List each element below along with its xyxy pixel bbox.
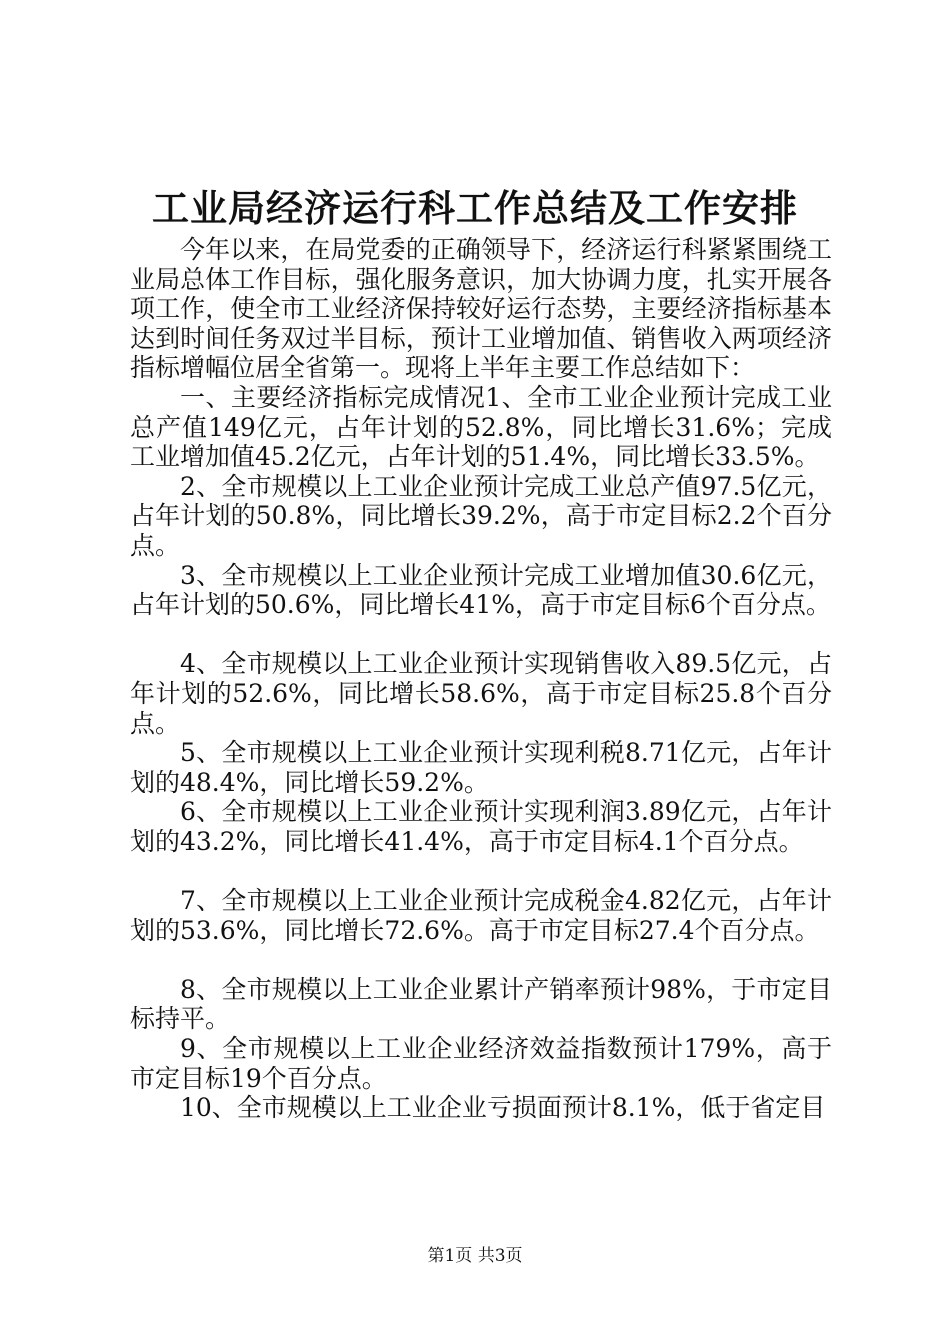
paragraph-item-7: 7、全市规模以上工业企业预计完成税金4.82亿元，占年计划的53.6%，同比增长72.6%。高于市定目标27.4个百分点。	[130, 886, 832, 945]
paragraph-item-4: 4、全市规模以上工业企业预计实现销售收入89.5亿元，占年计划的52.6%，同比增长58.6%，高于市定目标25.8个百分点。	[130, 649, 832, 738]
paragraph-item-2: 2、全市规模以上工业企业预计完成工业总产值97.5亿元，占年计划的50.8%，同比增长39.2%，高于市定目标2.2个百分点。	[130, 471, 832, 560]
paragraph-item-8: 8、全市规模以上工业企业累计产销率预计98%，于市定目标持平。	[130, 974, 832, 1034]
paragraph-item-1: 一、主要经济指标完成情况1、全市工业企业预计完成工业总产值149亿元，占年计划的52.8%，同比增长31.6%；完成工业增加值45.2亿元，占年计划的51.4%，同比增长33.5%。	[130, 382, 832, 472]
paragraph-item-5: 5、全市规模以上工业企业预计实现利税8.71亿元，占年计划的48.4%，同比增长59.2%。	[130, 738, 832, 797]
paragraph-intro: 今年以来，在局党委的正确领导下，经济运行科紧紧围绕工业局总体工作目标，强化服务意识，加大协调力度，扎实开展各项工作，使全市工业经济保持较好运行态势，主要经济指标基本达到时间任务双过半目标，预计工业增加值、销售收入两项经济指标增幅位居全省第一。现将上半年主要工作总结如下：	[130, 235, 832, 383]
paragraph-item-10: 10、全市规模以上工业企业亏损面预计8.1%，低于省定目	[180, 1093, 826, 1123]
document-body	[130, 235, 832, 1123]
paragraph-item-3: 3、全市规模以上工业企业预计完成工业增加值30.6亿元，占年计划的50.6%，同比增长41%，高于市定目标6个百分点。	[130, 560, 832, 620]
document-title: 工业局经济运行科工作总结及工作安排	[152, 186, 798, 230]
paragraph-item-6: 6、全市规模以上工业企业预计实现利润3.89亿元，占年计划的43.2%，同比增长41.4%，高于市定目标4.1个百分点。	[130, 797, 832, 856]
paragraph-item-9: 9、全市规模以上工业企业经济效益指数预计179%，高于市定目标19个百分点。	[130, 1034, 832, 1093]
page-number-footer: 第1页 共3页	[427, 1246, 523, 1266]
